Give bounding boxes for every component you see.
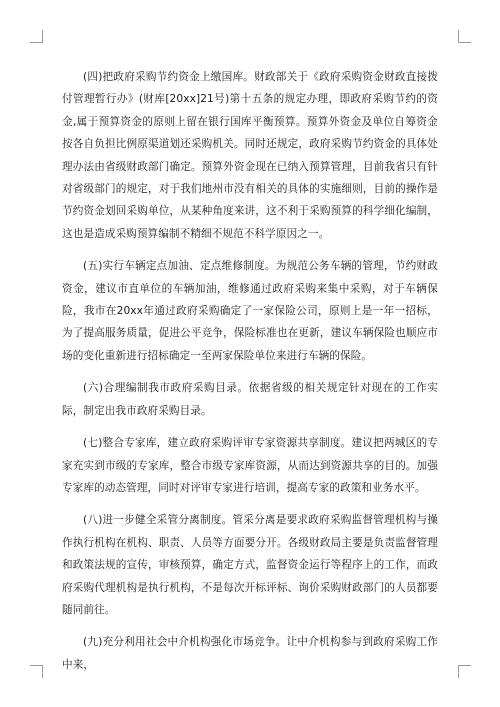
document-body: [62, 66, 438, 686]
paragraph-8-separation: (八)进一步健全采管分离制度。管采分离是要求政府采购监督管理机构与操作执行机构在机构、职责、人员等方面要分开。各级财政局主要是负责监督管理和政策法规的宣传，审核预算，确定方式，监督资金运行等程序上的工作，而政府采购代理机构是执行机构，不是每次开标评标、询价采购财政部门的人员都要随同前往。: [62, 514, 438, 616]
crop-mark-bottom-left: [30, 665, 43, 678]
crop-mark-bottom-right: [458, 665, 471, 678]
paragraph-7-experts: (七)整合专家库，建立政府采购评审专家资源共享制度。建议把两城区的专家充实到市级的专家库，整合市级专家库资源，从而达到资源共享的目的。加强专家库的动态管理，同时对评审专家进行培训，提高专家的政策和业务水平。: [62, 437, 438, 494]
paragraph-9-intermediaries: (九)充分利用社会中介机构强化市场竞争。让中介机构参与到政府采购工作中来，: [62, 636, 438, 671]
paragraph-5-vehicles: (五)实行车辆定点加油、定点维修制度。为规范公务车辆的管理，节约财政资金，建议市直单位的车辆加油，维修通过政府采购来集中采购，对于车辆保险，我市在20xx年通过政府采购确定了一家保险公司，原则上是一年一招标，为了提高服务质量，促进公平竞争，保险标准也在更新，建议车辆保险也顺应市场的变化重新进行招标确定一至两家保险单位来进行车辆的保险。: [62, 260, 438, 362]
paragraph-6-catalog: (六)合理编制我市政府采购目录。依据省级的相关规定针对现在的工作实际，制定出我市政府采购目录。: [62, 382, 438, 417]
crop-mark-top-left: [30, 30, 43, 43]
paragraph-4-treasury: (四)把政府采购节约资金上缴国库。财政部关于《政府采购资金财政直接拨付管理暂行办》(财库[20xx]21号)第十五条的规定办理，即政府采购节约的资金,属于预算资金的原则上留在银行国库平衡预算。预算外资金及单位自筹资金按各自负担比例原渠道划还采购机关。同时还规定，政府采购节约资金的具体处理办法由省级财政部门确定。预算外资金现在已纳入预算管理，目前我省只有针对省级部门的规定，对于我们地州市没有相关的具体的实施细则，目前的操作是节约资金划回采购单位，从某种角度来讲，这不利于采购预算的科学细化编制，这也是造成采购预算编制不精细不规范不科学原因之一。: [62, 71, 438, 240]
crop-mark-top-right: [458, 30, 471, 43]
